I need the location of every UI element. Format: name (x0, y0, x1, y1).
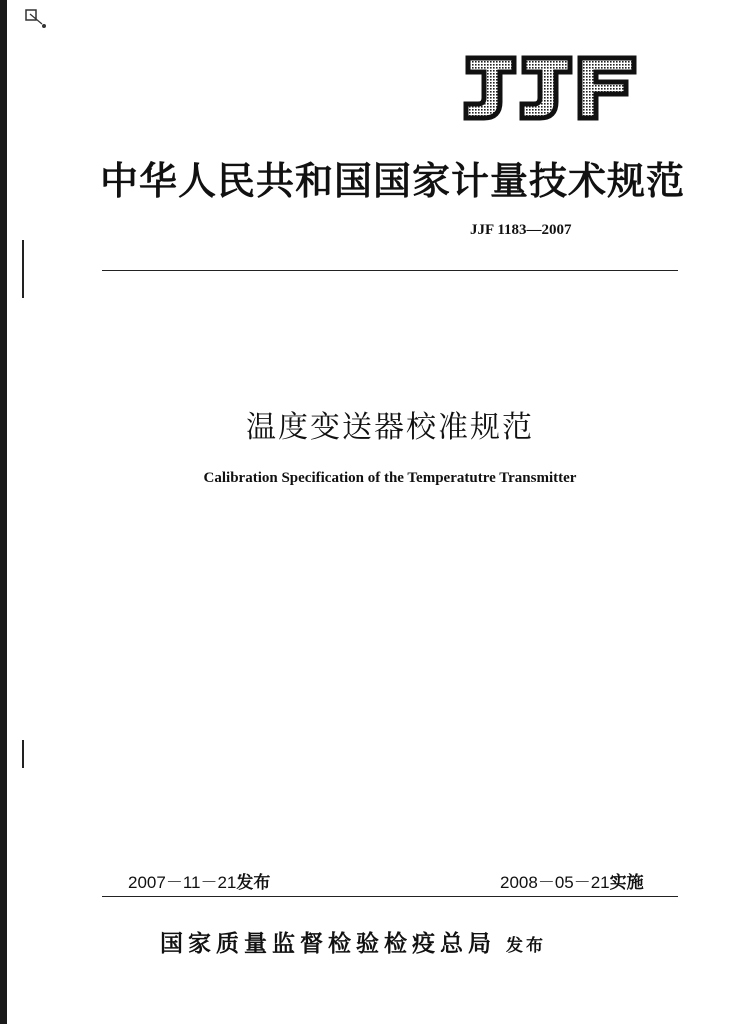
issue-date (128, 868, 270, 893)
corner-artifact-icon (22, 6, 52, 32)
effective-date-value: 2008－05－21 (500, 873, 610, 892)
publisher (160, 925, 620, 958)
effective-date (500, 868, 644, 893)
effective-date-label: 实施 (609, 873, 644, 893)
publisher-verb: 发布 (506, 936, 546, 956)
issue-date-label: 发布 (236, 873, 271, 893)
standard-number: JJF 1183—2007 (470, 222, 572, 238)
scan-artifact-mark (22, 740, 24, 768)
jjf-logo-mark (460, 52, 640, 124)
jjf-logo (460, 52, 640, 124)
header-divider (102, 270, 678, 271)
scan-artifact-mark (22, 240, 24, 298)
title-chinese: 温度变送器校准规范 (246, 410, 534, 445)
scan-border (0, 0, 7, 1024)
main-title: 中华人民共和国国家计量技术规范 (100, 158, 686, 203)
issue-date-value: 2007－11－21 (128, 873, 237, 892)
footer-divider (102, 896, 678, 897)
title-english: Calibration Specification of the Temperatutre Transmitter (203, 470, 577, 486)
publisher-org: 国家质量监督检验检疫总局 (160, 930, 496, 957)
